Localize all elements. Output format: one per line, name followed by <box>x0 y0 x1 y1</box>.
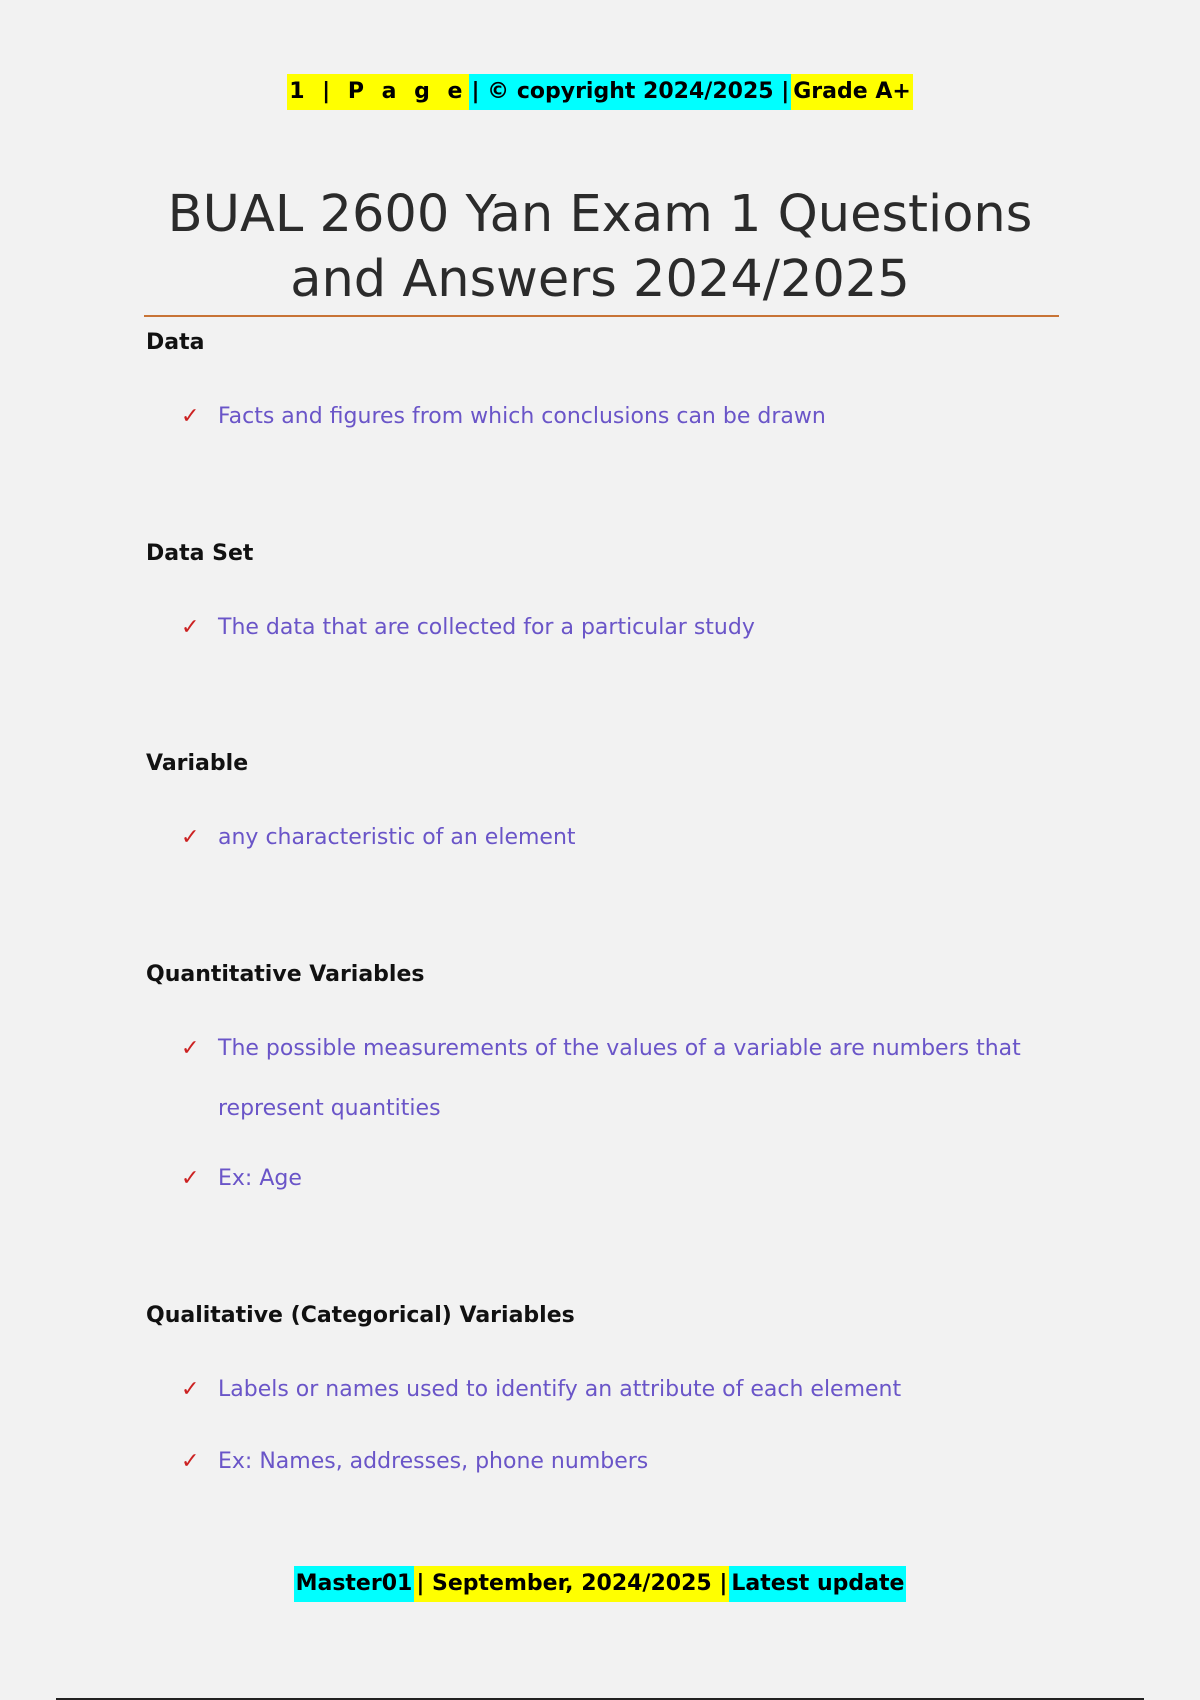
checkmark-icon: ✓ <box>181 1166 200 1191</box>
term-heading: Data <box>146 330 205 355</box>
page-number-label: 1 | P a g e <box>287 74 469 110</box>
title-divider <box>144 315 1059 317</box>
answer-text: any characteristic of an element <box>218 825 576 850</box>
term-heading: Qualitative (Categorical) Variables <box>146 1303 575 1328</box>
entry-qualitative-variables <box>146 1301 1046 1492</box>
term-heading: Quantitative Variables <box>146 962 425 987</box>
answer-item <box>181 598 1038 658</box>
answer-item <box>181 1149 1038 1209</box>
checkmark-icon: ✓ <box>181 1377 200 1402</box>
checkmark-icon: ✓ <box>181 1036 200 1061</box>
answer-item <box>181 808 1038 868</box>
answer-item <box>181 1432 1038 1492</box>
answer-text: The data that are collected for a particular study <box>218 615 755 640</box>
author-label: Master01 <box>294 1566 415 1602</box>
copyright-label: | © copyright 2024/2025 | <box>469 74 791 110</box>
entry-variable <box>146 749 1046 868</box>
answer-text: Labels or names used to identify an attribute of each element <box>218 1377 902 1402</box>
answer-text: Ex: Age <box>218 1166 302 1191</box>
checkmark-icon: ✓ <box>181 825 200 850</box>
date-label: | September, 2024/2025 | <box>414 1566 729 1602</box>
checkmark-icon: ✓ <box>181 1449 200 1474</box>
page-header <box>0 74 1200 110</box>
grade-label: Grade A+ <box>791 74 913 110</box>
answer-item <box>181 1360 1038 1420</box>
entry-data-set <box>146 539 1046 658</box>
answer-text: Facts and figures from which conclusions can be drawn <box>218 404 826 429</box>
checkmark-icon: ✓ <box>181 404 200 429</box>
checkmark-icon: ✓ <box>181 615 200 640</box>
answer-item <box>181 387 1038 447</box>
answer-text: The possible measurements of the values of a variable are numbers that represent quantities <box>218 1036 1021 1121</box>
answer-text: Ex: Names, addresses, phone numbers <box>218 1449 649 1474</box>
page-footer <box>0 1566 1200 1602</box>
entry-quantitative-variables <box>146 960 1046 1209</box>
answer-item <box>181 1019 1038 1139</box>
update-label: Latest update <box>729 1566 906 1602</box>
term-heading: Data Set <box>146 541 254 566</box>
entry-data <box>146 328 1046 447</box>
document-title: BUAL 2600 Yan Exam 1 Questions and Answers 2024/2025 <box>167 185 1033 309</box>
term-heading: Variable <box>146 751 249 776</box>
